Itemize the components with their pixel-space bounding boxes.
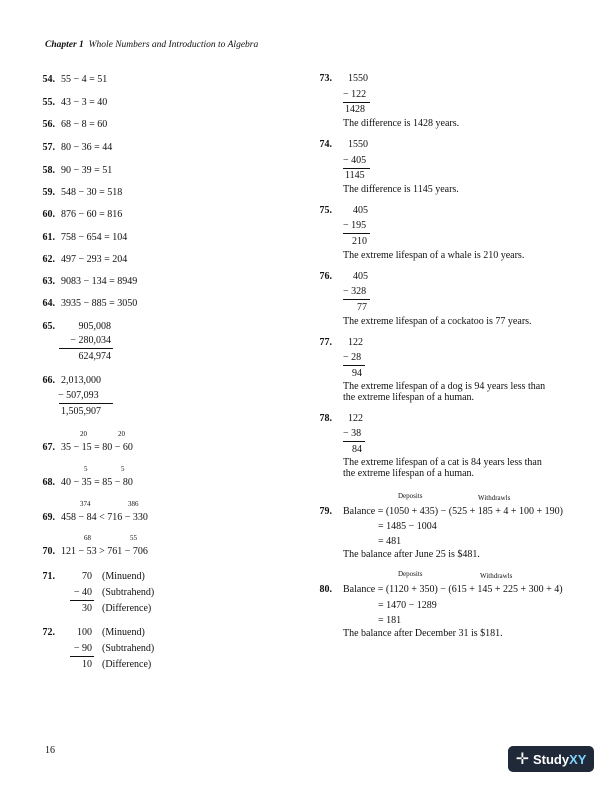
problem-71-difference: 30 [82, 603, 92, 614]
problem-75-subtrahend: − 195 [343, 220, 367, 231]
problem-76-number: 76. [319, 271, 332, 282]
page-number: 16 [45, 745, 55, 756]
problem-72-rule [70, 656, 94, 657]
problem-79-number: 79. [319, 506, 332, 517]
problem-79-deposits-label: Deposits [398, 492, 423, 500]
problem-80-number: 80. [319, 584, 332, 595]
problem-73-minuend: 1550 [348, 73, 368, 84]
problem-65-difference: 624,974 [78, 351, 111, 362]
problem-56: 56. 68 − 8 = 60 [42, 119, 108, 130]
problem-73-rule [343, 102, 370, 103]
problem-71-rule [70, 600, 94, 601]
problem-69-brace-2: 386 [128, 500, 139, 508]
problem-75-difference: 210 [352, 236, 367, 247]
problem-79-equation: Balance = (1050 + 435) − (525 + 185 + 4 + 100 + 190) [343, 506, 563, 517]
problem-66-subtrahend: − 507,093 [58, 390, 99, 401]
running-header: Chapter 1 Whole Numbers and Introduction to Algebra [45, 40, 259, 50]
logo-text: Study [532, 751, 570, 767]
problem-71-subtrahend-label: (Subtrahend) [102, 587, 155, 598]
problem-73-subtrahend: − 122 [343, 89, 367, 100]
problem-74-number: 74. [319, 139, 332, 150]
problem-78-minuend: 122 [348, 413, 363, 424]
problem-55: 55. 43 − 3 = 40 [42, 97, 108, 108]
problem-72-difference-label: (Difference) [102, 659, 152, 670]
problem-68-brace-2: 5 [121, 465, 125, 473]
problem-72-subtrahend-label: (Subtrahend) [102, 643, 155, 654]
problem-66-minuend: 2,013,000 [61, 375, 101, 386]
problem-70-brace-2: 55 [130, 534, 137, 542]
problem-77-minuend: 122 [348, 337, 363, 348]
problem-75-sentence: The extreme lifespan of a whale is 210 years. [343, 250, 525, 261]
problem-72-difference: 10 [82, 659, 92, 670]
problem-76-minuend: 405 [353, 271, 368, 282]
problem-73-number: 73. [319, 73, 332, 84]
problem-72-subtrahend: − 90 [73, 643, 92, 654]
problem-77-subtrahend: − 28 [343, 352, 362, 363]
problem-78-difference: 84 [352, 444, 362, 455]
logo-accent-text: XY [569, 751, 587, 767]
problem-65-subtrahend: − 280,034 [70, 335, 111, 346]
problem-75-number: 75. [319, 205, 332, 216]
plus-icon: ✛ [515, 751, 529, 768]
problem-62: 62. 497 − 293 = 204 [42, 254, 128, 265]
problem-76-difference: 77 [357, 302, 367, 313]
problem-73-difference: 1428 [345, 104, 365, 115]
problem-78-sentence-1: The extreme lifespan of a cat is 84 years less than [343, 457, 542, 468]
problem-72-number: 72. [42, 627, 55, 638]
problem-80-withdrawls-label: Withdrawls [480, 572, 513, 580]
problem-63: 63. 9083 − 134 = 8949 [42, 276, 138, 287]
problem-72-minuend: 100 [77, 627, 92, 638]
problem-76-rule [343, 299, 370, 300]
problem-58: 58. 90 − 39 = 51 [42, 165, 113, 176]
problem-60: 60. 876 − 60 = 816 [42, 209, 123, 220]
problem-76-sentence: The extreme lifespan of a cockatoo is 77 years. [343, 316, 532, 327]
problem-69-brace-1: 374 [80, 500, 91, 508]
problem-74-subtrahend: − 405 [343, 155, 367, 166]
problem-71-minuend: 70 [82, 571, 92, 582]
problem-79-sentence: The balance after June 25 is $481. [343, 549, 480, 560]
problem-80-equation: Balance = (1120 + 350) − (615 + 145 + 225 + 300 + 4) [343, 584, 563, 595]
problem-75-rule [343, 233, 370, 234]
problem-77-sentence-1: The extreme lifespan of a dog is 94 years less than [343, 381, 546, 392]
problem-70: 70. 121 − 53 > 761 − 706 [42, 546, 148, 557]
problem-77-sentence-2: the extreme lifespan of a human. [343, 392, 475, 403]
problem-54: 54. 55 − 4 = 51 [42, 74, 108, 85]
problem-65-minuend: 905,008 [78, 321, 111, 332]
problem-78-sentence-2: the extreme lifespan of a human. [343, 468, 475, 479]
problem-61: 61. 758 − 654 = 104 [42, 232, 128, 243]
problem-80-sentence: The balance after December 31 is $181. [343, 628, 503, 639]
problem-79-step-2: = 1485 − 1004 [378, 521, 437, 532]
problem-80-deposits-label: Deposits [398, 570, 423, 578]
problem-78-subtrahend: − 38 [343, 428, 362, 439]
problem-74-difference: 1145 [345, 170, 365, 181]
problem-74-sentence: The difference is 1145 years. [343, 184, 459, 195]
problem-77-number: 77. [319, 337, 332, 348]
problem-74-rule [343, 168, 370, 169]
problem-80-step-3: = 181 [378, 615, 402, 626]
problem-69: 69. 458 − 84 < 716 − 330 [42, 512, 148, 523]
problem-66-number: 66. [42, 375, 55, 386]
problem-68-brace-1: 5 [84, 465, 88, 473]
problem-64: 64. 3935 − 885 = 3050 [42, 298, 138, 309]
problem-80-step-2: = 1470 − 1289 [378, 600, 437, 611]
problem-57: 57. 80 − 36 = 44 [42, 142, 113, 153]
problem-77-difference: 94 [352, 368, 362, 379]
problem-65-rule [59, 348, 113, 349]
problem-67-brace-2: 20 [118, 430, 125, 438]
problem-59: 59. 548 − 30 = 518 [42, 187, 123, 198]
problem-76-subtrahend: − 328 [343, 286, 367, 297]
problem-78-rule [343, 441, 365, 442]
problem-68: 68. 40 − 35 = 85 − 80 [42, 477, 133, 488]
problem-71-minuend-label: (Minuend) [102, 571, 145, 582]
problem-77-rule [343, 365, 365, 366]
problem-66-difference: 1,505,907 [61, 406, 101, 417]
problem-75-minuend: 405 [353, 205, 368, 216]
problem-65-number: 65. [42, 321, 55, 332]
problem-67: 67. 35 − 15 = 80 − 60 [42, 442, 133, 453]
problem-79-step-3: = 481 [378, 536, 402, 547]
problem-79-withdrawls-label: Withdrawls [478, 494, 511, 502]
problem-74-minuend: 1550 [348, 139, 368, 150]
studyxy-logo[interactable] [508, 746, 594, 772]
problem-71-difference-label: (Difference) [102, 603, 152, 614]
problem-72-minuend-label: (Minuend) [102, 627, 145, 638]
problem-66-rule [59, 403, 113, 404]
problem-71-number: 71. [42, 571, 55, 582]
problem-71-subtrahend: − 40 [73, 587, 92, 598]
problem-78-number: 78. [319, 413, 332, 424]
problem-70-brace-1: 68 [84, 534, 91, 542]
problem-73-sentence: The difference is 1428 years. [343, 118, 460, 129]
problem-67-brace-1: 20 [80, 430, 87, 438]
